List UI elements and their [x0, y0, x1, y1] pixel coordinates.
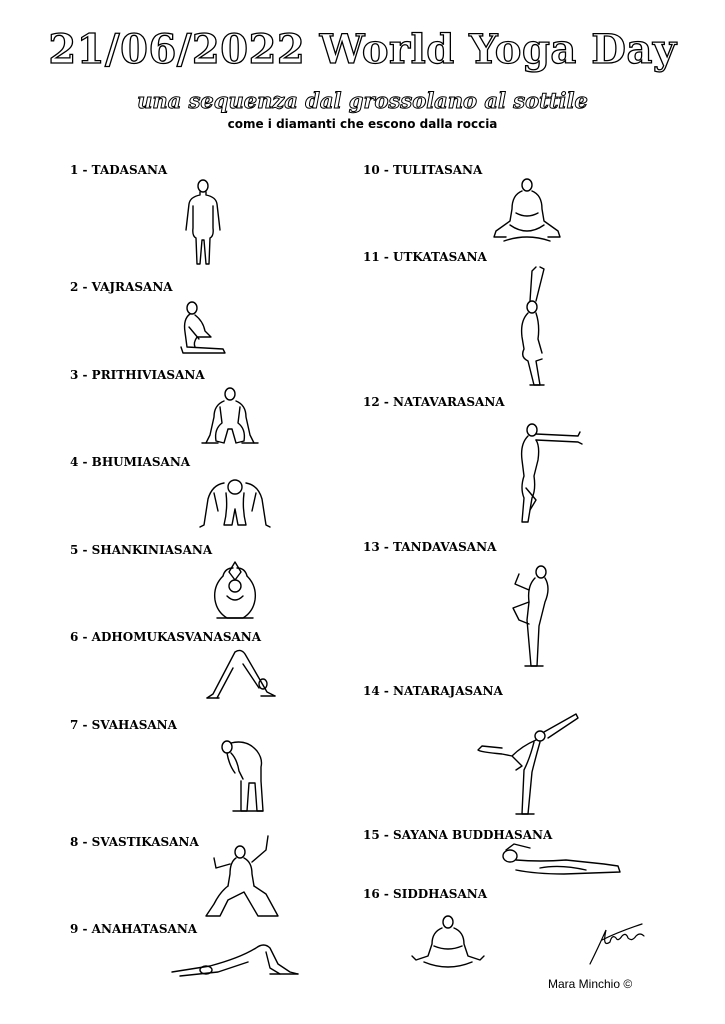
page-title: 21/06/2022 World Yoga Day — [48, 26, 677, 73]
pose-label-tandavasana: 13 - TANDAVASANA — [363, 540, 497, 554]
tandavasana-figure — [505, 562, 565, 672]
author-credit: Mara Minchio © — [548, 977, 633, 991]
pose-label-tadasana: 1 - TADASANA — [70, 163, 168, 177]
svahasana-figure — [213, 735, 273, 815]
vajrasana-figure — [175, 297, 235, 357]
page-tagline: come i diamanti che escono dalla roccia — [227, 117, 498, 131]
utkatasana-figure — [510, 265, 560, 390]
bhumiasana-figure — [198, 475, 273, 530]
pose-label-utkatasana: 11 - UTKATASANA — [363, 250, 487, 264]
pose-label-svahasana: 7 - SVAHASANA — [70, 718, 177, 732]
pose-label-prithiviasana: 3 - PRITHIVIASANA — [70, 368, 205, 382]
sayana-buddhasana-figure — [500, 842, 622, 878]
svastikasana-figure — [200, 830, 282, 920]
siddhasana-figure — [408, 912, 488, 972]
pose-label-tulitasana: 10 - TULITASANA — [363, 163, 483, 177]
pose-label-adhomukasvanasana: 6 - ADHOMUKASVANASANA — [70, 630, 262, 644]
pose-label-natarajasana: 14 - NATARAJASANA — [363, 684, 503, 698]
pose-label-sayana-buddhasana: 15 - SAYANA BUDDHASANA — [363, 828, 553, 842]
pose-label-vajrasana: 2 - VAJRASANA — [70, 280, 173, 294]
pose-label-anahatasana: 9 - ANAHATASANA — [70, 922, 198, 936]
tulitasana-figure — [490, 175, 565, 245]
pose-label-bhumiasana: 4 - BHUMIASANA — [70, 455, 191, 469]
natavarasana-figure — [510, 418, 590, 526]
signature-scribble — [588, 918, 648, 970]
prithiviasana-figure — [200, 385, 260, 447]
pose-label-siddhasana: 16 - SIDDHASANA — [363, 887, 488, 901]
anahatasana-figure — [170, 938, 300, 978]
pose-label-natavarasana: 12 - NATAVARASANA — [363, 395, 505, 409]
natarajasana-figure — [472, 710, 582, 820]
page-subtitle: una sequenza dal grossolano al sottile — [137, 88, 588, 113]
adhomukasvanasana-figure — [203, 648, 278, 700]
tadasana-figure — [178, 178, 228, 268]
shankiniasana-figure — [205, 560, 265, 624]
pose-label-shankiniasana: 5 - SHANKINIASANA — [70, 543, 213, 557]
pose-label-svastikasana: 8 - SVASTIKASANA — [70, 835, 199, 849]
